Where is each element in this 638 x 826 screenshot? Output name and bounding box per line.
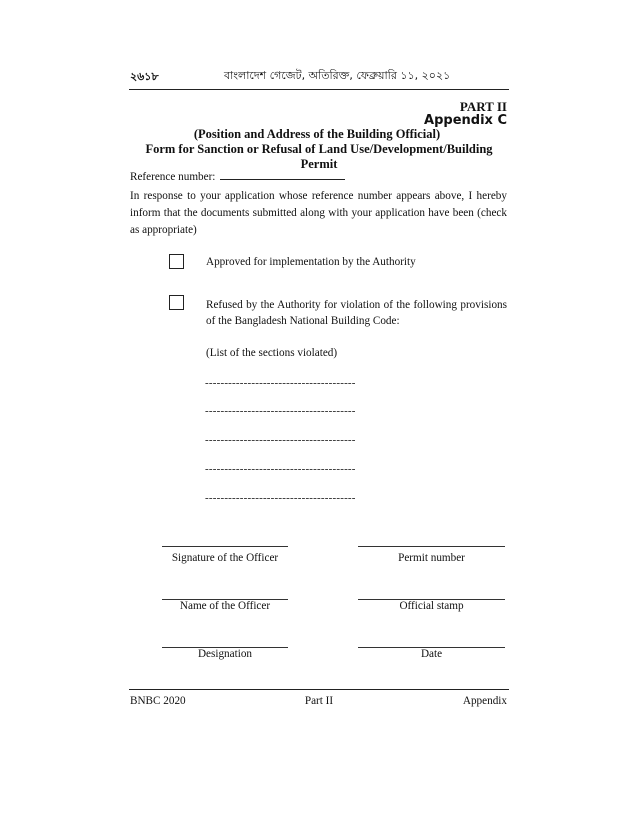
footer-center xyxy=(0,695,638,707)
violations-list-label: (List of the sections violated) xyxy=(206,347,338,359)
part-label: PART II xyxy=(459,99,507,114)
bottom-rule xyxy=(129,689,509,690)
footer-right: Appendix xyxy=(462,695,507,707)
refused-checkbox[interactable] xyxy=(169,295,184,310)
permit-number-line[interactable] xyxy=(358,546,505,547)
heading-position-address xyxy=(0,127,638,142)
permit-number-label: Permit number xyxy=(398,552,465,564)
violation-line[interactable]: --------------------------------------- xyxy=(205,492,356,504)
name-of-officer-label: Name of the Officer xyxy=(179,600,271,612)
reference-number-field[interactable] xyxy=(220,170,345,180)
date-label: Date xyxy=(420,648,443,660)
top-rule xyxy=(129,89,509,90)
signature-line[interactable] xyxy=(162,546,288,547)
violation-line[interactable]: --------------------------------------- xyxy=(205,405,356,417)
violation-line[interactable]: --------------------------------------- xyxy=(205,434,356,446)
footer-left: BNBC 2020 xyxy=(130,695,186,707)
signature-of-officer-label: Signature of the Officer xyxy=(171,552,279,564)
reference-number-row xyxy=(130,170,345,183)
appendix-label: Appendix C xyxy=(424,113,507,128)
violation-line[interactable]: --------------------------------------- xyxy=(205,463,356,475)
refused-option-label: Refused by the Authority for violation of the following provisions of the Bangladesh National Building Code: xyxy=(206,299,507,327)
gazette-page-number: ২৬১৮ xyxy=(130,70,159,83)
violation-line[interactable]: --------------------------------------- xyxy=(205,377,356,389)
approved-option-label: Approved for implementation by the Authority xyxy=(206,256,416,268)
reference-number-label: Reference number: xyxy=(130,171,216,183)
gazette-title: বাংলাদেশ গেজেট, অতিরিক্ত, ফেব্রুয়ারি ১১, ২০২১ xyxy=(224,69,451,82)
approved-checkbox[interactable] xyxy=(169,254,184,269)
intro-paragraph: In response to your application whose reference number appears above, I hereby inform that the documents submitted along with your application have been (check as appropriate) xyxy=(130,190,507,236)
heading-position-address-text: (Position and Address of the Building Official) xyxy=(193,127,441,141)
footer-center-text: Part II xyxy=(304,695,334,707)
heading-form-title: Form for Sanction or Refusal of Land Use/Development/Building Permit xyxy=(145,142,493,171)
official-stamp-label: Official stamp xyxy=(399,600,464,612)
designation-label: Designation xyxy=(197,648,253,660)
